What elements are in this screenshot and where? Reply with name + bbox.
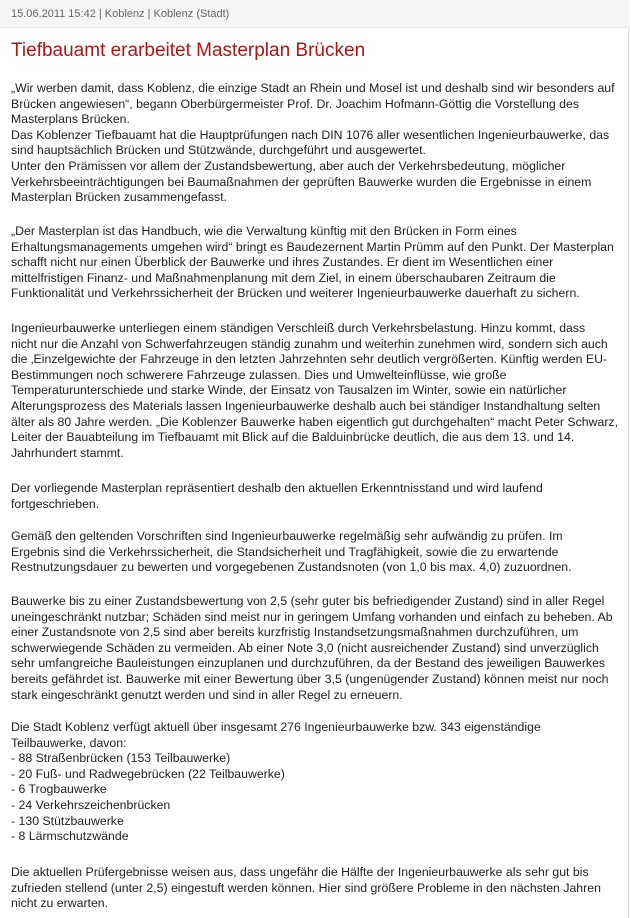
text-line: nicht zu erwarten. [11, 896, 109, 911]
text-line: Masterplan Brücken zusammengefasst. [11, 190, 227, 205]
text-line: Jahrhundert stammt. [11, 445, 124, 460]
text-line: Ingenieurbauwerke unterliegen einem ständigen Verschleiß durch Verkehrsbelastung. Hinzu kommt, dass [11, 321, 586, 335]
paragraph-1 [11, 81, 623, 206]
text-line: Unter den Prämissen vor allem der Zustandsbewertung, aber auch der Verkehrsbedeutung, möglicher [11, 158, 566, 173]
paragraph-5 [11, 529, 623, 576]
text-line: uneingeschränkt nutzbar; Schäden sind meist nur in geringem Umfang vorhanden und einfach zu beheben. Ab [11, 609, 613, 624]
paragraph-8 [11, 865, 623, 912]
text-line: Restnutzungsdauer zu bewerten und vorgegebenen Zustandsnoten (von 1,0 bis max. 4,0) zuzuordnen. [11, 560, 572, 575]
text-line: Bauwerke bis zu einer Zustandsbewertung von 2,5 (sehr guter bis befriedigender Zustand) sind in aller Regel [11, 594, 605, 608]
article-headline: Tiefbauamt erarbeitet Masterplan Brücken [11, 40, 366, 61]
paragraph-6 [11, 594, 623, 703]
text-line: zufrieden stellend (unter 2,5) eingestuft werden können. Hier sind größere Probleme in den nächsten Jahren [11, 880, 601, 895]
text-line: mittelfristigen Finanz- und Maßnahmenplanung mit dem Ziel, in einem überschaubaren Zeitraum die [11, 270, 556, 285]
article-meta: 15.06.2011 15:42 | Koblenz | Koblenz (Stadt) [11, 8, 230, 20]
text-line: sehr umfangreiche Bauleistungen einzuplanen und durchzuführen, da der Bestand des jeweiligen Bauwerkes [11, 656, 606, 671]
paragraph-7-structures-list [11, 720, 623, 845]
text-line: Brücken angewiesen“, begann Oberbürgermeister Prof. Dr. Joachim Hofmann-Göttig die Vorstellung des [11, 96, 579, 111]
text-line: nicht nur die Anzahl von Schwerfahrzeugen ständig zunahm und weiterhin zunehmen wird, sondern sich auch [11, 336, 608, 351]
paragraph-2 [11, 224, 623, 302]
text-line: einer Zustandsnote von 2,5 sind aber bereits kurzfristig Instandsetzungsmaßnahmen durchzuführen, um [11, 625, 579, 640]
paragraph-4 [11, 481, 623, 512]
text-line: Ergebnis sind die Verkehrssicherheit, die Standsicherheit und Tragfähigkeit, sowie die zu erwartende [11, 544, 559, 559]
text-line: schafft nicht nur einen Überblick der Bauwerke und ihres Zustandes. Er dient im Wesentlichen einer [11, 255, 554, 270]
text-line: Verkehrsbeeinträchtigungen bei Baumaßnahmen der geprüften Bauwerke wurden die Ergebnisse in einem [11, 174, 592, 189]
text-line: Das Koblenzer Tiefbauamt hat die Hauptprüfungen nach DIN 1076 aller wesentlichen Ingenieurbauwerke, das [11, 127, 610, 142]
text-line: Die Stadt Koblenz verfügt aktuell über insgesamt 276 Ingenieurbauwerke bzw. 343 eigenständige [11, 720, 541, 734]
text-line: bereits gefährdet ist. Bauwerke mit einer Bewertung über 3,5 (ungenügender Zustand) können meist nur noch [11, 671, 609, 686]
text-line: Leiter der Bauabteilung im Tiefbauamt mit Blick auf die Balduinbrücke deutlich, die aus dem 13. und 14. [11, 430, 575, 445]
text-line: schwerwiegende Schäden zu vermeiden. Ab einer Note 3,0 (nicht ausreichender Zustand) sind unverzüglich [11, 640, 599, 655]
text-line: älter als 80 Jahre werden. „Die Koblenzer Bauwerke haben eigentlich gut durchgehalten“ macht Peter Schwarz, [11, 414, 618, 429]
list-item: - 24 Verkehrszeichenbrücken [11, 797, 171, 812]
text-line: Alterungsprozess des Materials lassen Ingenieurbauwerke deshalb auch bei ständiger Instandhaltung selten [11, 398, 601, 413]
text-line: Die aktuellen Prüfergebnisse weisen aus, dass ungefähr die Hälfte der Ingenieurbauwerke als sehr gut bis [11, 865, 589, 879]
list-item: - 20 Fuß- und Radwegebrücken (22 Teilbauwerke) [11, 766, 285, 781]
text-line: „Der Masterplan ist das Handbuch, wie die Verwaltung künftig mit den Brücken in Form eines [11, 224, 517, 238]
text-line: fortgeschrieben. [11, 496, 100, 511]
text-line: die ‚Einzelgewichte der Fahrzeuge in den letzten Jahrzehnten sehr deutlich vergrößerten. Künftig werden EU- [11, 352, 608, 367]
list-item: - 8 Lärmschutzwände [11, 829, 129, 844]
text-line: Masterplans Brücken. [11, 112, 130, 127]
list-item: - 6 Trogbauwerke [11, 782, 107, 797]
article-meta-bar [0, 0, 629, 28]
text-line: „Wir werben damit, dass Koblenz, die einzige Stadt an Rhein und Mosel ist und deshalb sind wir besonders auf [11, 81, 615, 95]
text-line: Erhaltungsmanagements umgehen wird“ bringt es Baudezernent Martin Prümm auf den Punkt. Der Masterplan [11, 239, 614, 254]
text-line: Temperaturunterschiede und starke Winde, der Einsatz von Tausalzen im Winter, sowie ein natürlicher [11, 383, 567, 398]
list-item: - 88 Straßenbrücken (153 Teilbauwerke) [11, 751, 231, 766]
text-line: Bestimmungen noch schwerere Fahrzeuge zulassen. Dies und Umwelteinflüsse, wie große [11, 367, 507, 382]
paragraph-3 [11, 321, 623, 461]
text-line: Gemäß den geltenden Vorschriften sind Ingenieurbauwerke regelmäßig sehr aufwändig zu prüfen. Im [11, 529, 563, 543]
text-line: Funktionalität und Verkehrssicherheit der Brücken und weiterer Ingenieurbauwerke dauerhaft zu sichern. [11, 286, 580, 301]
text-line: Der vorliegende Masterplan repräsentiert deshalb den aktuellen Erkenntnisstand und wird laufend [11, 481, 543, 495]
text-line: sind hauptsächlich Brücken und Stützwände, durchgeführt und ausgewertet. [11, 143, 426, 158]
list-item: - 130 Stützbauwerke [11, 813, 124, 828]
text-line: Teilbauwerke, davon: [11, 735, 127, 750]
text-line: stark eingeschränkt genutzt werden und sind in aller Regel zu erneuern. [11, 687, 403, 702]
